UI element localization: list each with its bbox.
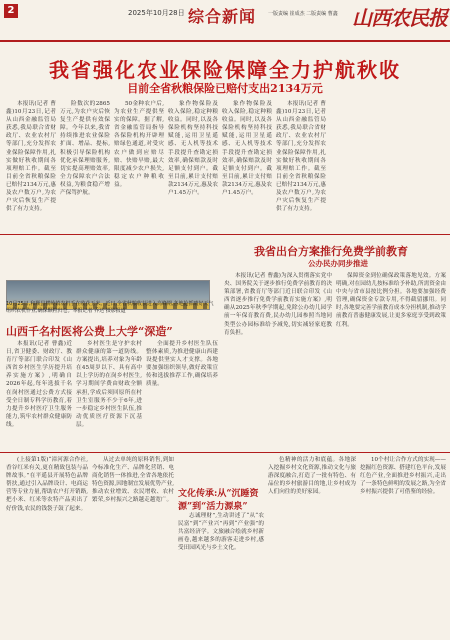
continuation-column-2: 从过去单纯的原料销售,到如今标准化生产、品牌化营销、电商化销售一体推进,全省各地依托特色资源,因地制宜发展优势产业,推动农业增效、农民增收、农村繁荣,乡村振兴之路越走越宽广。 <box>92 457 174 504</box>
article1-column-1: 本报讯(记者 曹鑫)10月23日,记者从山西金融监管局获悉,我局联合省财政厅、农业农村厅等部门,充分发挥农业保险保障作用,扎实做好秋收期间各项理赔工作。截至目前全省秋粮保险已赔付2134万元,惠及农户数万户,为农户灾后恢复生产提供了有力支持。 <box>6 101 56 213</box>
article1-column-3: 50金种农户后,为农业生产提供坚实的保障。据了解,省金融监管局指导各保险机构开辟理赔绿色通道,对受灾农户做到应赔尽赔、快赔早赔,最大限度减少农户损失,稳定农户种粮收益。 <box>114 101 164 188</box>
section-divider-lower <box>0 452 450 453</box>
issue-date: 2025年10月28日 <box>128 9 185 17</box>
continuation-column-4: 色精神的活力和底蕴。各地深入挖掘乡村文化资源,推动文化与旅游深度融合,打造了一批有特色、有品位的乡村旅游目的地,让乡村成为人们向往的美好家园。 <box>268 457 356 496</box>
doctors-column-3: 全面提升乡村医生队伍整体素质,为推进健康山西建设提供坚实人才支撑。各地要加强组织领导,做好政策宣传和选拔推荐工作,确保培养质量。 <box>146 341 218 388</box>
page-number: 2 <box>4 4 18 18</box>
culture-subheading: 文化传承:从“沉睡资源”到“活力源泉” <box>178 489 259 512</box>
doctors-headline: 山西千名村医将公费上大学“深造” <box>6 325 173 338</box>
photo-caption: 10月25日,和顺县横岭镇农机手在收获玉米。近日,全省秋粮收获进入高峰期,各地抢抓晴好天气组织农机作业,确保颗粒归仓。本报记者 乔达 摄影报道 <box>6 301 214 314</box>
education-headline: 我省出台方案推行免费学前教育 <box>254 245 408 258</box>
masthead-logo: 山西农民报 <box>352 6 447 30</box>
editors-line: 一版责编 崔成杰 二版责编 曹鑫 <box>268 11 338 17</box>
doctors-column-1: 本报讯(记者 曹鑫)近日,省卫健委、财政厅、教育厅等部门联合印发《山西省乡村医生学历提升培养实施方案》,明确自2026年起,每年选拔千名在岗村医通过公费方式接受全日制专科学历教育,着力提升乡村医疗卫生服务能力,筑牢农村群众健康防线。 <box>6 341 72 428</box>
article1-column-4: 象作物保险及收入保险,稳定种粮收益。同时,以及各保险机构坚持科技赋能,运用卫星遥感、无人机等技术手段提升查勘定损效率,确保赔款及时足额支付到户。截至目前,累计支付赔款2134万元,惠及农户1.45万户。 <box>168 101 218 197</box>
section-divider <box>0 234 450 235</box>
main-subheadline: 目前全省秋粮保险已赔付支出2134万元 <box>127 82 323 95</box>
main-headline: 我省强化农业保险保障全力护航秋收 <box>49 58 401 82</box>
article1-column-5: 象作物保险及收入保险,稳定种粮收益。同时,以及各保险机构坚持科技赋能,运用卫星遥感、无人机等技术手段提升查勘定损效率,确保赔款及时足额支付到户。截至目前,累计支付赔款2134万元,惠及农户1.45万户。 <box>222 101 272 197</box>
page-header <box>0 0 450 42</box>
article1-column-2: 险数次的2865万元,为农户灾后恢复生产提供有效保障。今年以来,我省持续推进农业保险扩面、增品、提标,积极引导保险机构优化承保理赔服务,切实提高理赔效率,全力保障农户合法权益,为粮食稳产增产保驾护航。 <box>60 101 110 197</box>
education-column-2: 保障资金到位确保政策落地见效。方案明确,对在园幼儿按标准给予补助,所需资金由中央与省市县按比例分担。各地要加强经费管理,确保资金专款专用,不得截留挪用。同时,各地要完善学前教育成本分担机制,推动学前教育普惠健康发展,让更多家庭享受到政策红利。 <box>336 273 446 328</box>
doctors-column-2: 乡村医生是守护农村群众健康的第一道防线。方案提出,培养对象为年龄在45周岁以下、具有高中以上学历的在岗乡村医生,学习期间学费由财政全额承担,学成后须回原所在村卫生室服务不少于6年,进一步稳定乡村医生队伍,推动优质医疗资源下沉基层。 <box>76 341 142 428</box>
education-subtitle: 公办民办同步推进 <box>308 259 368 268</box>
continuation-column-3: 志诚理财”,生动讲述了“从“农民富”到“产业兴”再到“产业强”的共富经济学。文旅融合绘就乡村新画卷,越来越多的游客走进乡村,感受田园风光与乡土文化。 <box>178 513 264 552</box>
article1-column-6: 本报讯(记者 曹鑫)10月23日,记者从山西金融监管局获悉,我局联合省财政厅、农业农村厅等部门,充分发挥农业保险保障作用,扎实做好秋收期间各项理赔工作。截至目前全省秋粮保险已赔付2134万元,惠及农户数万户,为农户灾后恢复生产提供了有力支持。 <box>276 101 326 213</box>
continuation-column-1: (上接第1版)“漳河源合作社,香谷红米有关,更在精致包装与品牌故事。”在平遥县开展特色品牌帮扶,通过引入品牌设计、电商运营等专业力量,帮助农户打开销路,把小米、红米等农特产品卖出了好价钱,农民的钱袋子鼓了起来。 <box>6 457 88 512</box>
section-title: 综合新闻 <box>188 7 257 26</box>
continuation-column-5: 10个村让合作方式的实现——挖掘红色资源、搭建红色平台,发展红色产业,全面推进乡村振兴,走出了一条特色鲜明的发展之路,为全省乡村振兴提供了可借鉴的经验。 <box>360 457 446 496</box>
education-column-1: 本报讯(记者 曹鑫)为深入贯彻落实党中央、国务院关于逐步推行免费学前教育的决策部署,省教育厅等部门近日联合印发《山西省逐步推行免费学前教育实施方案》,明确从2025年秋季学期起,免除公办幼儿园学前一年保育教育费,民办幼儿园参照当地同类型公办园标准给予减免,切实减轻家庭教育负担。 <box>224 273 332 336</box>
